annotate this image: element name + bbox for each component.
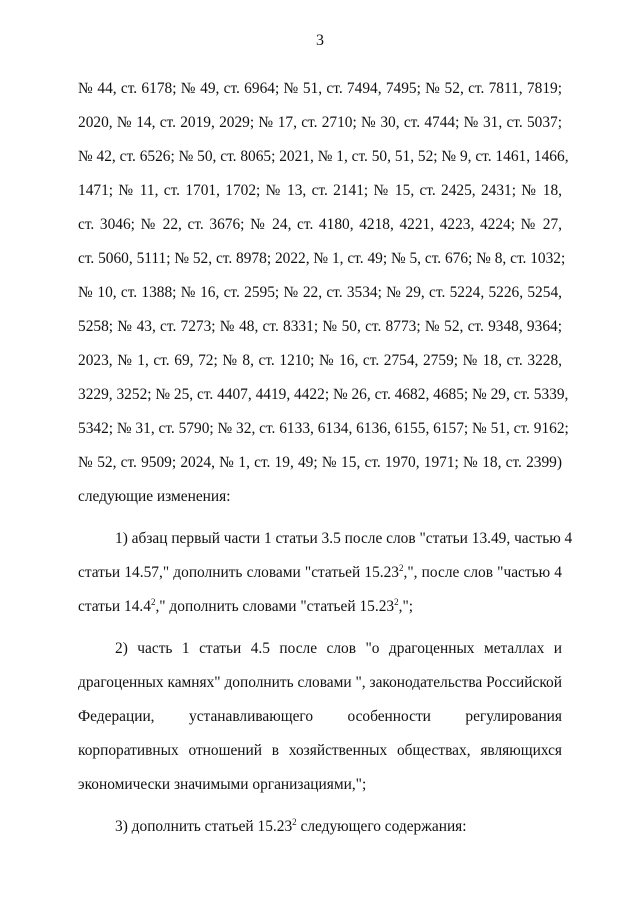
amendment-item-3: [78, 817, 562, 851]
text-line: Федерации, устанавливающего особенности регулирования: [78, 708, 562, 725]
text-line: 3) дополнить статьей 15.23$^2$ следующего содержания:: [115, 817, 467, 835]
text-line: следующие изменения:: [78, 488, 231, 505]
superscript: 2: [399, 563, 404, 573]
text-line: экономически значимыми организациями,";: [78, 776, 367, 793]
intro-paragraph: [78, 79, 569, 521]
text-line: 5342; № 31, ст. 5790; № 32, ст. 6133, 6134, 6136, 6155, 6157; № 51, ст. 9162;: [78, 420, 569, 437]
text-line: корпоративных отношений в хозяйственных обществах, являющихся: [78, 742, 562, 759]
page-number: 3: [316, 32, 324, 49]
superscript: 2: [292, 817, 297, 827]
text-line: 3229, 3252; № 25, ст. 4407, 4419, 4422; № 26, ст. 4682, 4685; № 29, ст. 5339,: [78, 386, 569, 403]
text-line: № 42, ст. 6526; № 50, ст. 8065; 2021, № 1, ст. 50, 51, 52; № 9, ст. 1461, 1466,: [78, 148, 569, 165]
text-line: драгоценных камнях" дополнить словами ", законодательства Российской: [78, 674, 562, 691]
superscript: 2: [150, 597, 156, 607]
superscript: 2: [394, 597, 399, 607]
text-line: 2020, № 14, ст. 2019, 2029; № 17, ст. 2710; № 30, ст. 4744; № 31, ст. 5037;: [78, 114, 562, 131]
text-line: 1) абзац первый части 1 статьи 3.5 после слов "статьи 13.49, частью 4: [115, 530, 573, 547]
text-line: 2) часть 1 статьи 4.5 после слов "о драгоценных металлах и: [115, 640, 562, 657]
amendment-item-1: [78, 529, 573, 631]
text-line: статьи 14.4$^2$," дополнить словами "статьей 15.23$^2$,";: [78, 597, 414, 615]
text-line: статьи 14.57," дополнить словами "статьей 15.23$^2$,", после слов "частью 4: [78, 563, 562, 581]
text-line: № 52, ст. 9509; 2024, № 1, ст. 19, 49; № 15, ст. 1970, 1971; № 18, ст. 2399): [78, 454, 562, 471]
amendment-item-2: [78, 639, 562, 809]
text-line: ст. 3046; № 22, ст. 3676; № 24, ст. 4180, 4218, 4221, 4223, 4224; № 27,: [78, 216, 562, 233]
text-line: № 10, ст. 1388; № 16, ст. 2595; № 22, ст. 3534; № 29, ст. 5224, 5226, 5254,: [78, 284, 562, 301]
text-line: 2023, № 1, ст. 69, 72; № 8, ст. 1210; № 16, ст. 2754, 2759; № 18, ст. 3228,: [78, 352, 562, 369]
text-line: 5258; № 43, ст. 7273; № 48, ст. 8331; № 50, ст. 8773; № 52, ст. 9348, 9364;: [78, 318, 562, 335]
text-line: № 44, ст. 6178; № 49, ст. 6964; № 51, ст. 7494, 7495; № 52, ст. 7811, 7819;: [78, 80, 562, 97]
text-line: ст. 5060, 5111; № 52, ст. 8978; 2022, № 1, ст. 49; № 5, ст. 676; № 8, ст. 1032;: [78, 250, 566, 267]
text-line: 1471; № 11, ст. 1701, 1702; № 13, ст. 2141; № 15, ст. 2425, 2431; № 18,: [78, 182, 562, 199]
document-body: [78, 79, 573, 851]
